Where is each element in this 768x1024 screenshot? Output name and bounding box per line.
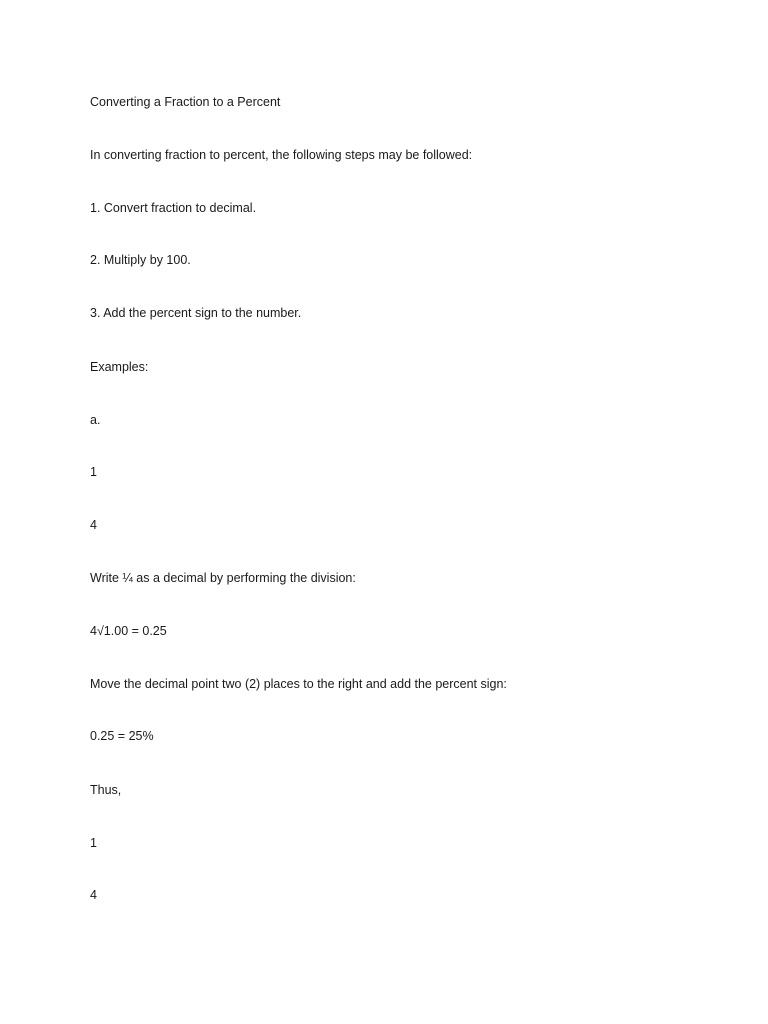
conclusion-denominator: 4	[90, 888, 97, 902]
examples-heading: Examples:	[90, 360, 149, 374]
document-title: Converting a Fraction to a Percent	[90, 95, 281, 109]
conclusion-numerator: 1	[90, 836, 97, 850]
intro-paragraph: In converting fraction to percent, the following steps may be followed:	[90, 148, 473, 162]
step-1: 1. Convert fraction to decimal.	[90, 201, 257, 215]
example-a-label: a.	[90, 413, 101, 427]
fraction-numerator: 1	[90, 465, 97, 479]
fraction-denominator: 4	[90, 518, 97, 532]
conclusion-text: Thus,	[90, 783, 122, 797]
step-3: 3. Add the percent sign to the number.	[90, 306, 302, 320]
result-equation: 0.25 = 25%	[90, 729, 154, 743]
division-equation: 4√1.00 = 0.25	[90, 624, 167, 638]
step-2: 2. Multiply by 100.	[90, 253, 191, 267]
instruction-move-decimal: Move the decimal point two (2) places to the right and add the percent sign:	[90, 677, 507, 691]
instruction-write-decimal: Write ¼ as a decimal by performing the division:	[90, 571, 356, 585]
